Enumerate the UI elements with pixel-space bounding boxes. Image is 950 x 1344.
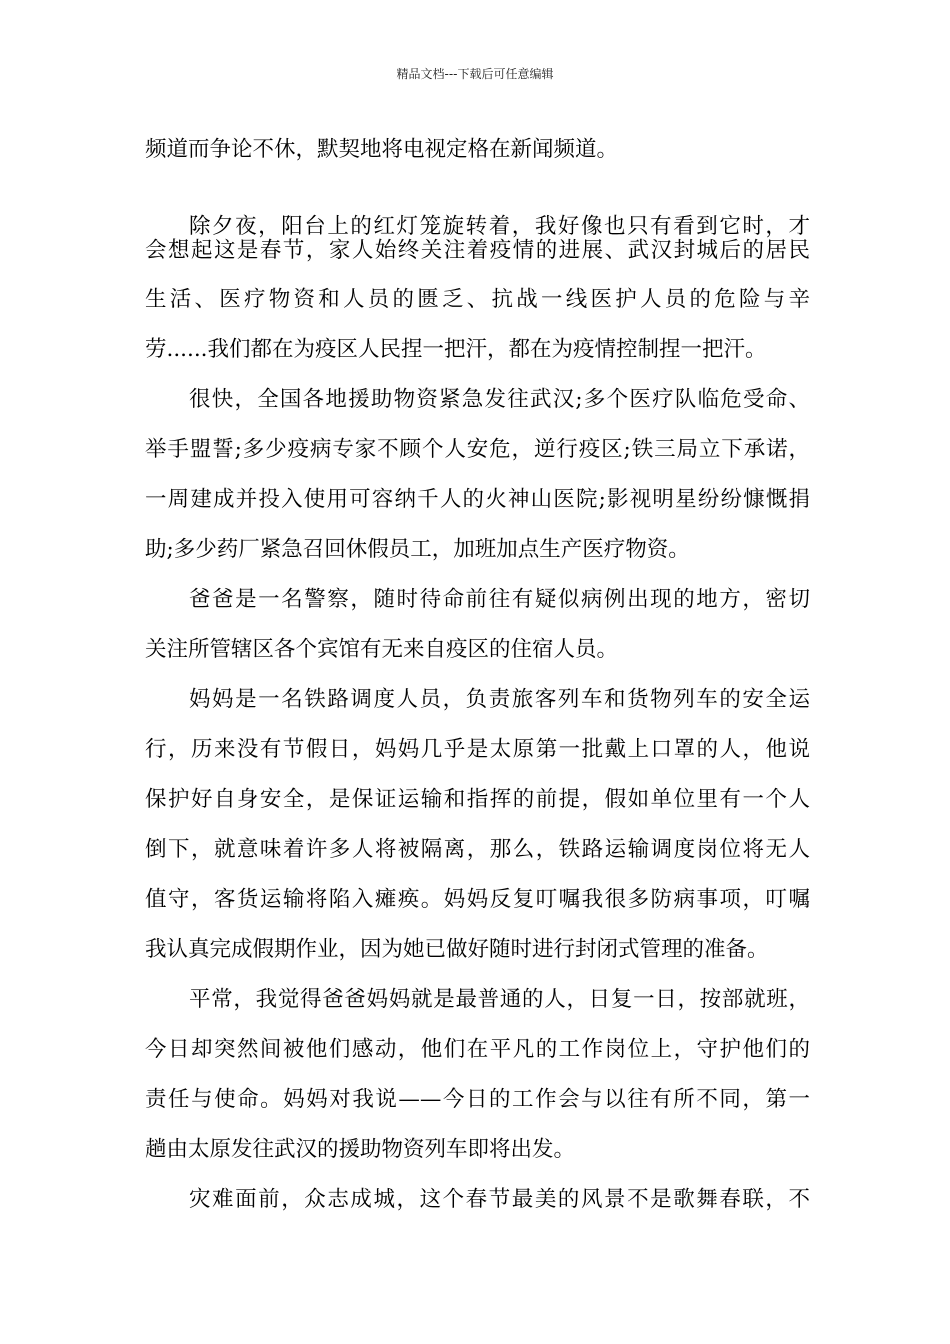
text-line: 频道而争论不休，默契地将电视定格在新闻频道。 — [145, 137, 619, 162]
text-line: 行，历来没有节假日，妈妈几乎是太原第一批戴上口罩的人，他说 — [145, 737, 810, 762]
text-line: 劳......我们都在为疫区人民捏一把汗，都在为疫情控制捏一把汗。 — [145, 337, 767, 362]
paragraph-first-line: 很快，全国各地援助物资紧急发往武汉;多个医疗队临危受命、 — [189, 387, 810, 412]
text-line: 今日却突然间被他们感动，他们在平凡的工作岗位上，守护他们的 — [145, 1037, 810, 1062]
text-line: 生活、医疗物资和人员的匮乏、抗战一线医护人员的危险与辛 — [145, 287, 810, 312]
text-line: 会想起这是春节，家人始终关注着疫情的进展、武汉封城后的居民 — [145, 238, 810, 263]
text-line: 责任与使命。妈妈对我说——今日的工作会与以往有所不同，第一 — [145, 1087, 810, 1112]
text-line: 保护好自身安全，是保证运输和指挥的前提，假如单位里有一个人 — [145, 787, 810, 812]
page-header: 精品文档---下载后可任意编辑 — [396, 67, 554, 81]
paragraph-first-line: 妈妈是一名铁路调度人员，负责旅客列车和货物列车的安全运 — [189, 687, 810, 712]
text-line: 关注所管辖区各个宾馆有无来自疫区的住宿人员。 — [145, 637, 619, 662]
text-line: 助;多少药厂紧急召回休假员工，加班加点生产医疗物资。 — [145, 537, 690, 562]
text-line: 趟由太原发往武汉的援助物资列车即将出发。 — [145, 1137, 576, 1162]
paragraph-first-line: 平常，我觉得爸爸妈妈就是最普通的人，日复一日，按部就班， — [189, 987, 810, 1012]
text-line: 倒下，就意味着许多人将被隔离，那么，铁路运输调度岗位将无人 — [145, 837, 810, 862]
text-line: 一周建成并投入使用可容纳千人的火神山医院;影视明星纷纷慷慨捐 — [145, 487, 810, 512]
text-line: 值守，客货运输将陷入瘫痪。妈妈反复叮嘱我很多防病事项，叮嘱 — [145, 887, 810, 912]
paragraph-first-line: 灾难面前，众志成城，这个春节最美的风景不是歌舞春联，不 — [189, 1187, 810, 1212]
paragraph-first-line: 爸爸是一名警察，随时待命前往有疑似病例出现的地方，密切 — [189, 587, 810, 612]
paragraph-first-line: 除夕夜，阳台上的红灯笼旋转着，我好像也只有看到它时，才 — [189, 214, 810, 239]
text-line: 我认真完成假期作业，因为她已做好随时进行封闭式管理的准备。 — [145, 937, 769, 962]
text-line: 举手盟誓;多少疫病专家不顾个人安危，逆行疫区;铁三局立下承诺， — [145, 437, 810, 462]
